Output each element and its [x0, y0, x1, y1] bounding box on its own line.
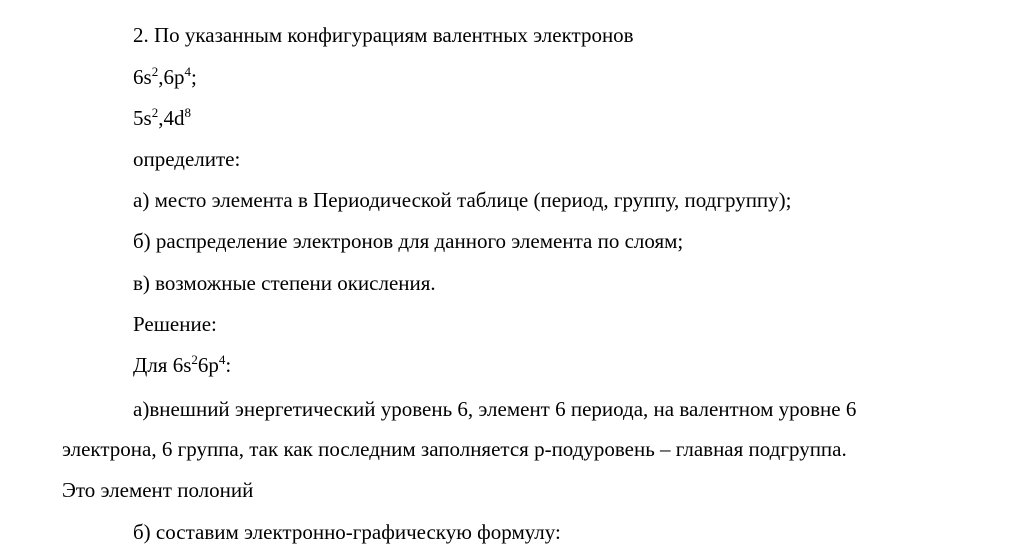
solution-for-p-exponent: 4: [218, 352, 226, 367]
config-line-1: [133, 65, 197, 89]
config-1-s: 6s: [133, 65, 152, 89]
task-item-c: в) возможные степени окисления.: [133, 271, 436, 295]
config-1-p: 6p: [163, 65, 185, 89]
task-item-a: а) место элемента в Периодической таблице (период, группу, подгруппу);: [133, 188, 792, 212]
solution-for-line: [133, 353, 231, 377]
solution-para-a-line-2: электрона, 6 группа, так как последним заполняется р-подуровень – главная подгруппа.: [62, 437, 847, 461]
config-1-s-exponent: 2: [151, 64, 159, 79]
config-2-d-exponent: 8: [184, 105, 191, 120]
config-line-2: [133, 106, 191, 130]
task-heading: 2. По указанным конфигурациям валентных электронов: [133, 23, 634, 47]
solution-for-p: 6p: [197, 353, 219, 377]
solution-for-end: :: [225, 353, 232, 377]
config-1-separator: ,: [158, 65, 164, 89]
solution-label: Решение:: [133, 312, 217, 336]
config-1-end: ;: [190, 65, 197, 89]
config-2-d: 4d: [163, 106, 185, 130]
solution-para-b: б) составим электронно-графическую формулу:: [133, 520, 561, 544]
task-item-b: б) распределение электронов для данного элемента по слоям;: [133, 229, 684, 253]
solution-for-prefix: Для 6s: [133, 353, 192, 377]
config-2-separator: ,: [158, 106, 164, 130]
config-2-s: 5s: [133, 106, 152, 130]
solution-para-a-line-1: а)внешний энергетический уровень 6, элемент 6 периода, на валентном уровне 6: [133, 397, 857, 421]
config-2-s-exponent: 2: [151, 105, 159, 120]
config-1-p-exponent: 4: [184, 64, 191, 79]
solution-para-a-line-3: Это элемент полоний: [62, 478, 254, 502]
solution-for-s-exponent: 2: [191, 352, 198, 367]
determine-label: определите:: [133, 147, 241, 171]
